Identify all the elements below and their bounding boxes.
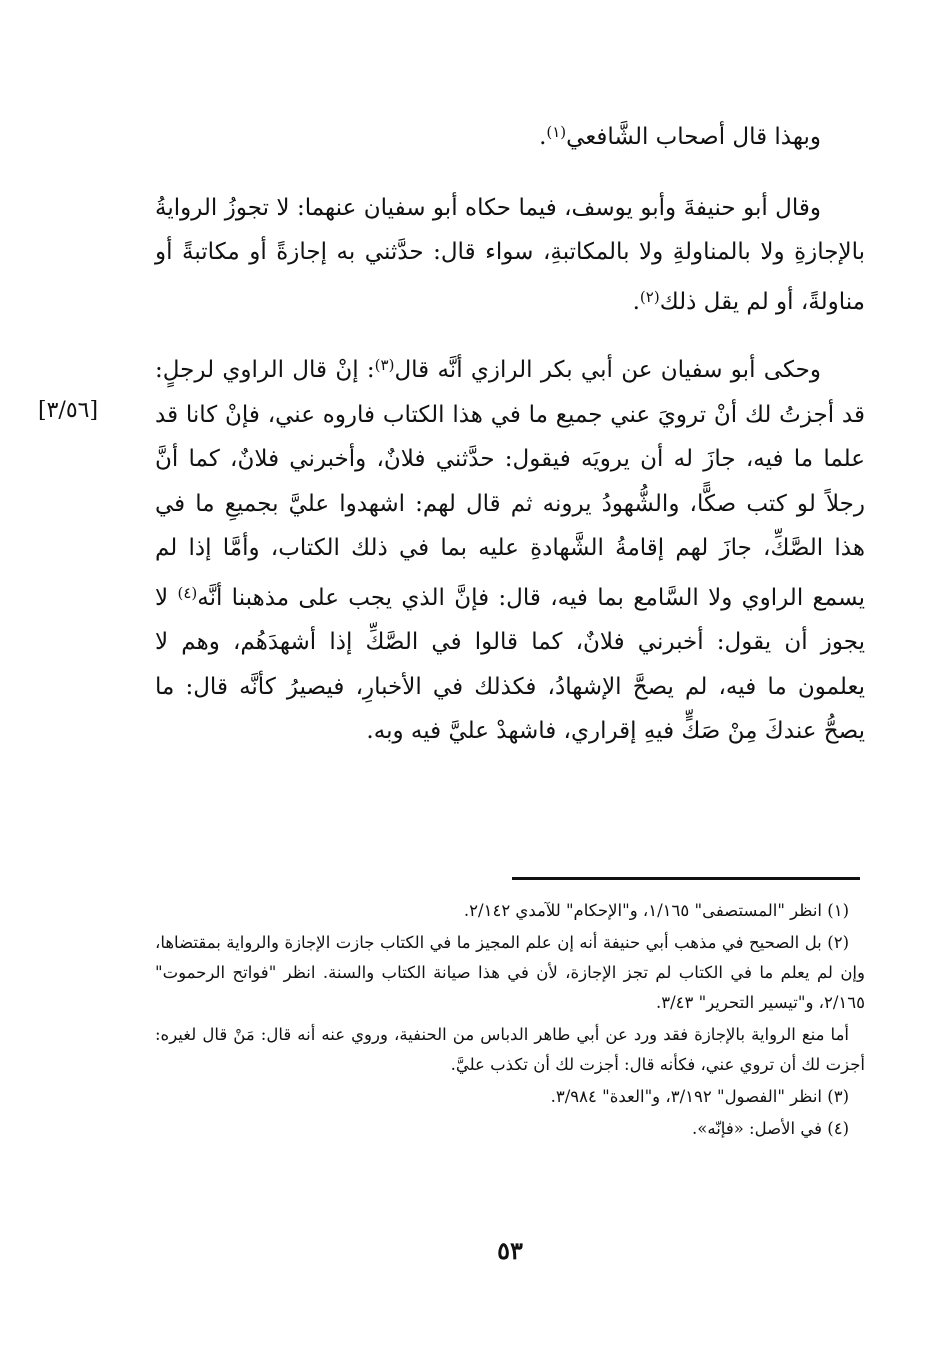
footnote-3: (٣) انظر "الفصول" ٣/١٩٢، و"العدة" ٣/٩٨٤.: [550, 1087, 849, 1106]
paragraph-2-text: وقال أبو حنيفةَ وأبو يوسف، فيما حكاه أبو سفيان عنهما: لا تجوزُ الروايةُ بالإجازةِ ولا بالمناولةِ ولا بالمكاتبةِ، سواء قال: حدَّثني به إجازةً أو مكاتبةً أو مناولةً، أو لم يقل ذلك: [155, 194, 865, 315]
footnotes: [155, 896, 865, 1146]
paragraph-1-end: .: [539, 124, 547, 150]
footnote-1: (١) انظر "المستصفى" ١/١٦٥، و"الإحكام" للآمدي ٢/١٤٢.: [463, 901, 849, 920]
footnote-4: (٤) في الأصل: «فإنّه».: [692, 1119, 849, 1138]
paragraph-2-end: .: [632, 288, 640, 315]
paragraph-3-text-c: لا يجوز أن يقول: أخبرني فلانٌ، كما قالوا في الصَّكِّ إذا أشهدَهُم، وهم لا يعلمون ما فيه، لم يصحَّ الإشهادُ، فكذلك في الأخبارِ، فيصيرُ كأنَّه قال: ما يصحُّ عندكَ مِنْ صَكٍّ فيهِ إقراري، فاشهدْ عليَّ فيه وبه.: [155, 584, 865, 744]
footnote-separator: [512, 877, 860, 880]
margin-page-reference: [٣/٥٦]: [38, 398, 99, 423]
paragraph-1-text: وبهذا قال أصحاب الشَّافعي: [566, 124, 821, 150]
paragraph-3-text-a: وحكى أبو سفيان عن أبي بكر الرازي أنَّه قال: [394, 357, 821, 383]
footnote-ref-4: (٤): [177, 583, 198, 602]
footnote-ref-3: (٣): [374, 356, 395, 374]
paragraph-3: [155, 343, 865, 754]
footnote-ref-2: (٢): [639, 287, 660, 306]
main-text: [155, 110, 865, 754]
page-number: ٥٣: [497, 1236, 523, 1265]
footnote-2-continuation: أما منع الرواية بالإجازة فقد ورد عن أبي طاهر الدباس من الحنفية، وروي عنه أنه قال: مَنْ قال لغيره: أجزت لك أن تروي عني، فكأنه قال: أجزت لك أن تكذب عليَّ.: [155, 1025, 865, 1074]
footnote-2: (٢) بل الصحيح في مذهب أبي حنيفة أنه إن علم المجيز ما في الكتاب جازت الإجازة والرواية بمقتضاها، وإن لم يعلم ما في الكتاب لم تجز الإجازة، لأن في هذا صيانة الكتاب والسنة. انظر "فواتح الرحموت" ٢/١٦٥، و"تيسير التحرير" ٣/٤٣.: [155, 933, 865, 1012]
paragraph-1: [155, 110, 865, 160]
footnote-ref-1: (١): [546, 123, 567, 141]
paragraph-3-text-b: : إنْ قال الراوي لرجلٍ: قد أجزتُ لك أنْ ترويَ عني جميع ما في هذا الكتاب فاروه عني، فإنْ كانا قد علما ما فيه، جازَ له أن يرويَه فيقول: حدَّثني فلانٌ، وأخبرني فلانٌ، كما أنَّ رجلاً لو كتب صكًّا، والشُّهودُ يرونه ثم قال لهم: اشهدوا عليَّ بجميعِ ما في هذا الصَّكِّ، جازَ لهم إقامةُ الشَّهادةِ عليه بما في ذلك الكتاب، وأمَّا إذا لم يسمع الراوي ولا السَّامع بما فيه، قال: فإنَّ الذي يجب على مذهبنا أنَّه: [155, 357, 865, 611]
paragraph-2: [155, 186, 865, 325]
